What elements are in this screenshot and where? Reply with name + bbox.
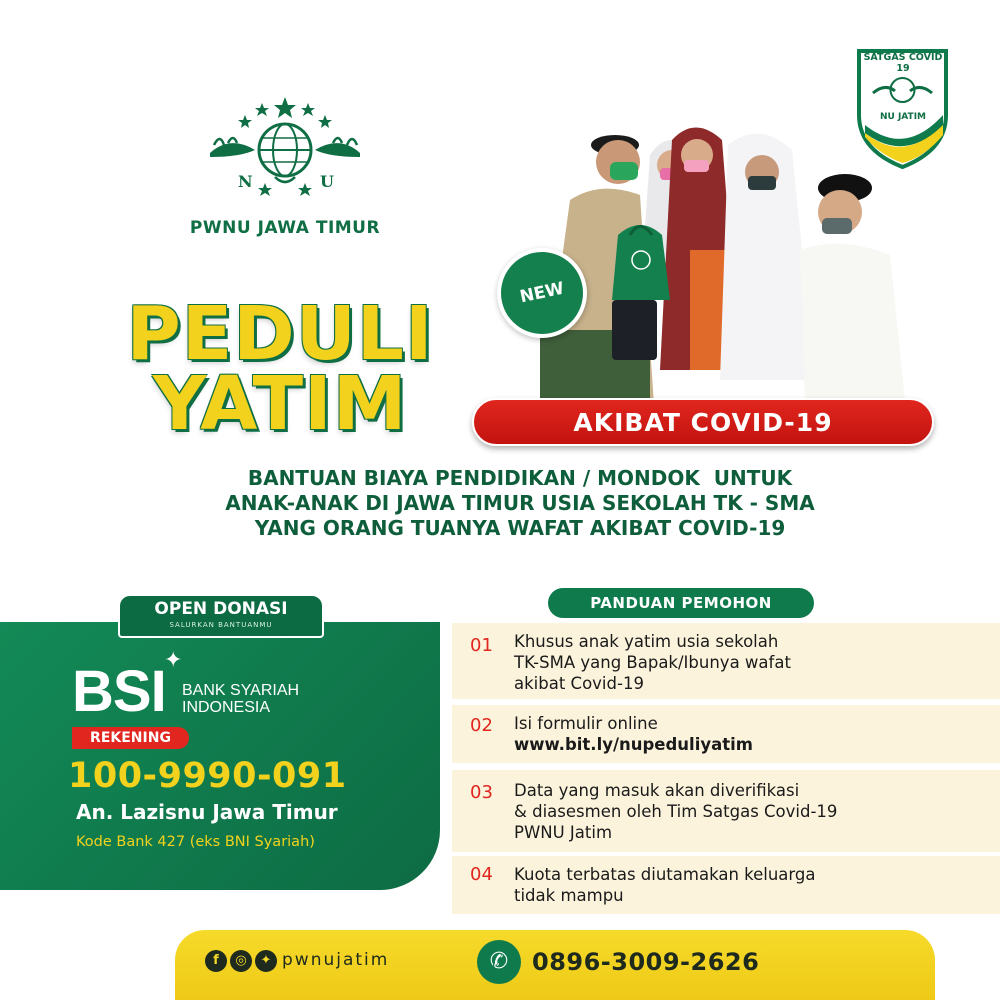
guide-step xyxy=(452,856,1000,914)
step-text-line: Khusus anak yatim usia sekolah xyxy=(514,632,779,651)
covid-banner xyxy=(472,398,934,446)
headline xyxy=(90,291,470,447)
bank-name xyxy=(182,682,299,716)
step-text-line: akibat Covid-19 xyxy=(514,674,644,693)
instagram-icon[interactable]: ◎ xyxy=(230,950,252,972)
bsi-logo: BSI xyxy=(72,659,166,724)
headline-line2: YATIM xyxy=(152,361,408,447)
step-text xyxy=(514,713,984,755)
description xyxy=(140,466,900,541)
step-number: 02 xyxy=(470,715,493,736)
guide-title: PANDUAN PEMOHON xyxy=(548,588,814,618)
step-number: 01 xyxy=(470,635,493,656)
step-number: 04 xyxy=(470,864,493,885)
step-text xyxy=(514,631,984,694)
open-donasi-subtitle: SALURKAN BANTUANMU xyxy=(169,621,273,629)
covid-banner-label: AKIBAT COVID-19 xyxy=(573,407,833,437)
bank-code: Kode Bank 427 (eks BNI Syariah) xyxy=(76,834,315,850)
satgas-subtitle: NU JATIM xyxy=(879,112,927,122)
step-text-line: Data yang masuk akan diverifikasi xyxy=(514,781,800,800)
new-badge-label: NEW xyxy=(518,278,566,308)
form-link[interactable]: www.bit.ly/nupeduliyatim xyxy=(514,735,753,754)
bank-name-line1: BANK SYARIAH xyxy=(182,682,300,699)
nu-emblem-graphic xyxy=(200,95,370,205)
logo-letter-n: N xyxy=(238,172,253,191)
step-text xyxy=(514,864,984,906)
rekening-label: REKENING xyxy=(72,727,189,749)
satgas-title: SATGAS COVID 19 xyxy=(863,52,943,74)
guide-step xyxy=(452,705,1000,763)
step-text xyxy=(514,780,984,843)
description-line2: ANAK-ANAK DI JAWA TIMUR USIA SEKOLAH TK - SMA xyxy=(225,491,815,515)
headline-line1: PEDULI xyxy=(126,291,434,377)
whatsapp-icon[interactable]: ✆ xyxy=(477,940,521,984)
step-text-line: tidak mampu xyxy=(514,886,624,905)
social-handle[interactable]: pwnujatim xyxy=(282,950,390,970)
social-icons xyxy=(205,950,277,972)
step-text-line: Kuota terbatas diutamakan keluarga xyxy=(514,865,816,884)
phone-number[interactable]: 0896-3009-2626 xyxy=(532,948,760,976)
logo-letter-u: U xyxy=(320,172,334,191)
open-donasi-tab xyxy=(118,594,324,638)
step-text-line: Isi formulir online xyxy=(514,714,658,733)
facebook-icon[interactable]: f xyxy=(205,950,227,972)
guide-step xyxy=(452,623,1000,699)
nu-logo xyxy=(200,95,370,205)
open-donasi-title: OPEN DONASI xyxy=(154,599,288,619)
account-number: 100-9990-091 xyxy=(68,756,347,796)
step-text-line: & diasesmen oleh Tim Satgas Covid-19 xyxy=(514,802,838,821)
step-text-line: PWNU Jatim xyxy=(514,823,613,842)
description-line3: YANG ORANG TUANYA WAFAT AKIBAT COVID-19 xyxy=(254,516,786,540)
org-name: PWNU JAWA TIMUR xyxy=(189,218,381,238)
step-text-line: TK-SMA yang Bapak/Ibunya wafat xyxy=(514,653,791,672)
twitter-icon[interactable]: ✦ xyxy=(255,950,277,972)
step-number: 03 xyxy=(470,782,493,803)
account-name: An. Lazisnu Jawa Timur xyxy=(76,800,338,824)
bank-name-line2: INDONESIA xyxy=(182,699,271,716)
guide-step xyxy=(452,770,1000,852)
description-line1: BANTUAN BIAYA PENDIDIKAN / MONDOK UNTUK xyxy=(247,466,793,490)
star-icon: ✦ xyxy=(164,648,183,673)
